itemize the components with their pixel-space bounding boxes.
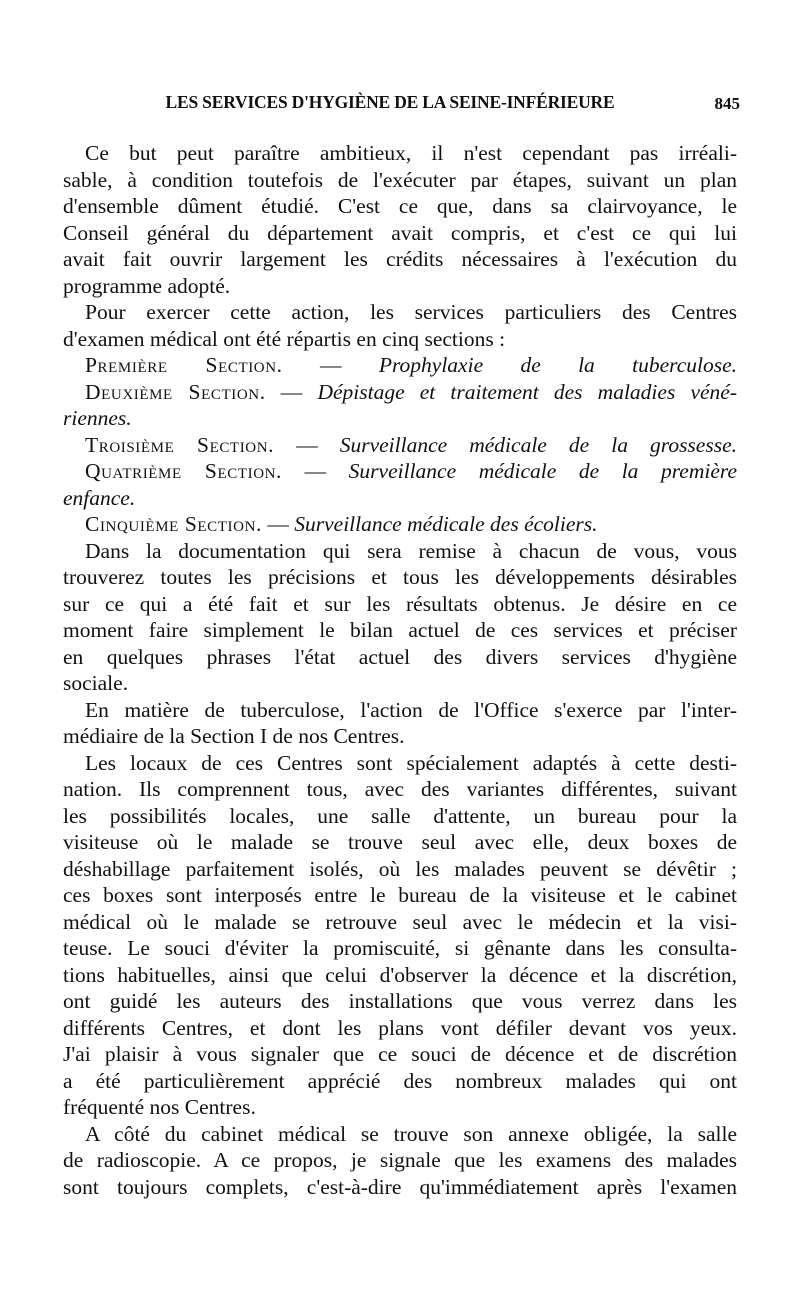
- body-text: [63, 140, 737, 1200]
- section-line-2: [63, 379, 737, 406]
- section-title: Dépistage et traitement des maladies véné-: [317, 379, 737, 404]
- section-title-cont: riennes.: [63, 406, 132, 430]
- section-line-1: [63, 352, 737, 379]
- text-line: ces boxes sont interposés entre le bureau de la visiteuse et le cabinet: [63, 883, 737, 907]
- text-line: sable, à condition toutefois de l'exécuter par étapes, suivant un plan: [63, 167, 737, 192]
- text-line: différents Centres, et dont les plans vont défiler devant vos yeux.: [63, 1015, 737, 1040]
- section-title: Surveillance médicale de la grossesse.: [339, 432, 737, 457]
- section-title: Surveillance médicale des écoliers.: [294, 512, 598, 536]
- section-dash: —: [282, 353, 379, 377]
- text-line: moment faire simplement le bilan actuel de ces services et préciser: [63, 618, 737, 642]
- text-line: Pour exercer cette action, les services particuliers des Centres: [85, 300, 737, 324]
- page-number: 845: [714, 94, 740, 113]
- text-line: médical où le malade se retrouve seul avec le médecin et la visi-: [63, 909, 737, 934]
- section-line-5: [63, 511, 737, 538]
- text-line: Conseil général du département avait compris, et c'est ce qui lui: [63, 220, 737, 245]
- section-dash: —: [262, 512, 295, 536]
- section-title: Prophylaxie de la tuberculose.: [378, 353, 738, 377]
- text-line: tions habituelles, ainsi que celui d'observer la décence et la discrétion,: [63, 962, 737, 987]
- text-line: déshabillage parfaitement isolés, où les malades peuvent se dévêtir ;: [63, 856, 737, 881]
- text-line: Les locaux de ces Centres sont spécialement adaptés à cette desti-: [85, 750, 737, 775]
- text-line: a été particulièrement apprécié des nombreux malades qui ont: [63, 1068, 737, 1093]
- text-line: les possibilités locales, une salle d'attente, un bureau pour la: [63, 803, 737, 828]
- text-line: médiaire de la Section I de nos Centres.: [63, 724, 405, 748]
- section-title: Surveillance médicale de la première: [348, 459, 738, 483]
- text-line: d'examen médical ont été répartis en cinq sections :: [63, 326, 506, 351]
- text-line: sur ce qui a été fait et sur les résultats obtenus. Je désire en ce: [63, 591, 737, 616]
- text-line: J'ai plaisir à vous signaler que ce souci de décence et de discrétion: [63, 1042, 737, 1066]
- text-line: ont guidé les auteurs des installations que vous verrez dans les: [63, 989, 737, 1013]
- section-line-4: [63, 458, 737, 485]
- text-line: En matière de tuberculose, l'action de l'Office s'exerce par l'inter-: [85, 697, 737, 722]
- text-line: A côté du cabinet médical se trouve son annexe obligée, la salle: [85, 1121, 737, 1146]
- text-line: teuse. Le souci d'éviter la promiscuité, si gênante dans les consulta-: [63, 936, 737, 960]
- text-line: Dans la documentation qui sera remise à chacun de vous, vous: [85, 538, 737, 563]
- section-label: Quatrième Section.: [85, 459, 283, 483]
- section-dash: —: [265, 379, 318, 404]
- text-line: en quelques phrases l'état actuel des divers services d'hygiène: [63, 644, 737, 669]
- text-line: fréquenté nos Centres.: [63, 1095, 256, 1119]
- section-line-4-cont: [63, 485, 737, 512]
- section-label: Troisième Section.: [85, 432, 275, 457]
- section-dash: —: [274, 432, 340, 457]
- text-line: visiteuse où le malade se trouve seul avec elle, deux boxes de: [63, 830, 737, 854]
- section-line-2-cont: [63, 405, 737, 432]
- text-line: programme adopté.: [63, 273, 231, 298]
- text-line: avait fait ouvrir largement les crédits nécessaires à l'exécution du: [63, 247, 737, 271]
- text-line: Ce but peut paraître ambitieux, il n'est cependant pas irréali-: [85, 141, 737, 165]
- section-label: Première Section.: [85, 353, 283, 377]
- text-line: d'ensemble dûment étudié. C'est ce que, dans sa clairvoyance, le: [63, 194, 737, 218]
- text-line: nation. Ils comprennent tous, avec des variantes différentes, suivant: [63, 777, 737, 801]
- running-title: LES SERVICES D'HYGIÈNE DE LA SEINE-INFÉRIEURE: [165, 92, 615, 112]
- text-line: sont toujours complets, c'est-à-dire qu'immédiatement après l'examen: [63, 1174, 737, 1199]
- section-label: Deuxième Section.: [85, 379, 266, 404]
- text-line: sociale.: [63, 671, 129, 695]
- section-line-3: [63, 432, 737, 459]
- section-label: Cinquième Section.: [85, 512, 262, 536]
- section-title-cont: enfance.: [63, 485, 136, 510]
- text-line: de radioscopie. A ce propos, je signale que les examens des malades: [63, 1148, 737, 1172]
- section-dash: —: [282, 459, 349, 483]
- text-line: trouverez toutes les précisions et tous les développements désirables: [63, 565, 737, 589]
